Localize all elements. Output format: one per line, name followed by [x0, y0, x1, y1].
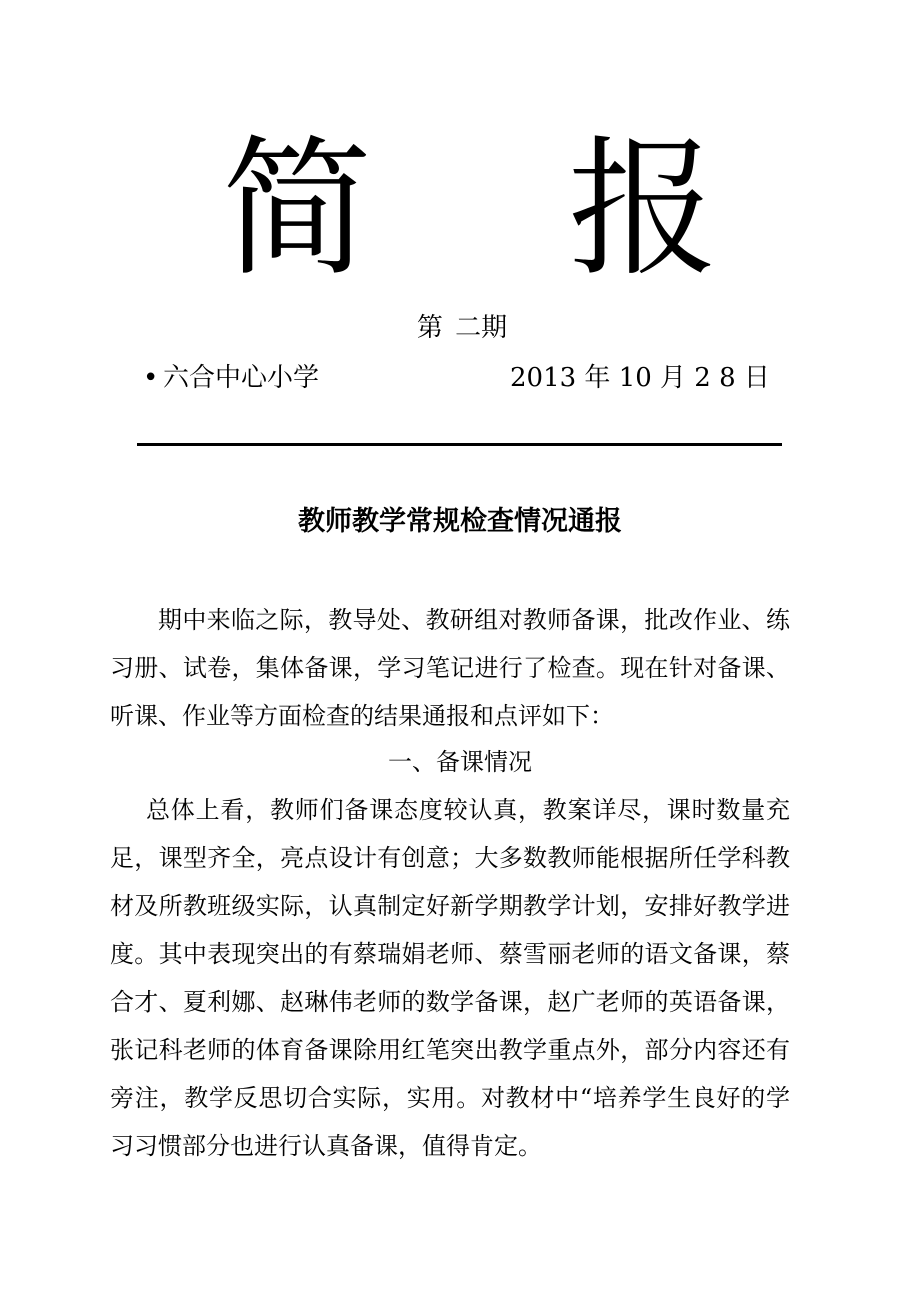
bulletin-title-jian: 简 [222, 123, 373, 297]
article-headline: 教师教学常规检查情况通报 [298, 506, 622, 537]
bulletin-meta [143, 360, 783, 396]
issue-value: 二期 [455, 313, 508, 343]
lesson-prep-paragraph: 总体上看，教师们备课态度较认真，教案详尽，课时数量充足，课型齐全，亮点设计有创意；大多数教师能根据所任学科教材及所教班级实际，认真制定好新学期教学计划，安排好教学进度。其中表现突出的有蔡瑞娟老师、蔡雪丽老师的语文备课，蔡合才、夏利娜、赵琳伟老师的数学备课，赵广老师的英语备课，张记科老师的体育备课除用红笔突出教学重点外，部分内容还有旁注，教学反思切合实际，实用。对教材中“培养学生良好的学习习惯部分也进行认真备课，值得肯定。 [110, 796, 790, 1160]
school-name: 六合中心小学 [163, 363, 320, 393]
section-heading-lesson-prep: 一、备课情况 [388, 748, 532, 776]
intro-paragraph: 期中来临之际，教导处、教研组对教师备课，批改作业、练习册、试卷，集体备课，学习笔记进行了检查。现在针对备课、听课、作业等方面检查的结果通报和点评如下： [110, 606, 790, 730]
bulletin-title-bao: 报 [568, 123, 719, 297]
header-divider [137, 443, 782, 446]
issue-prefix: 第 [416, 313, 443, 343]
bullet-mark: • [143, 363, 159, 393]
publish-date: 2013 年 10 月 2 8 日 [510, 363, 770, 393]
issue-number [0, 310, 920, 346]
